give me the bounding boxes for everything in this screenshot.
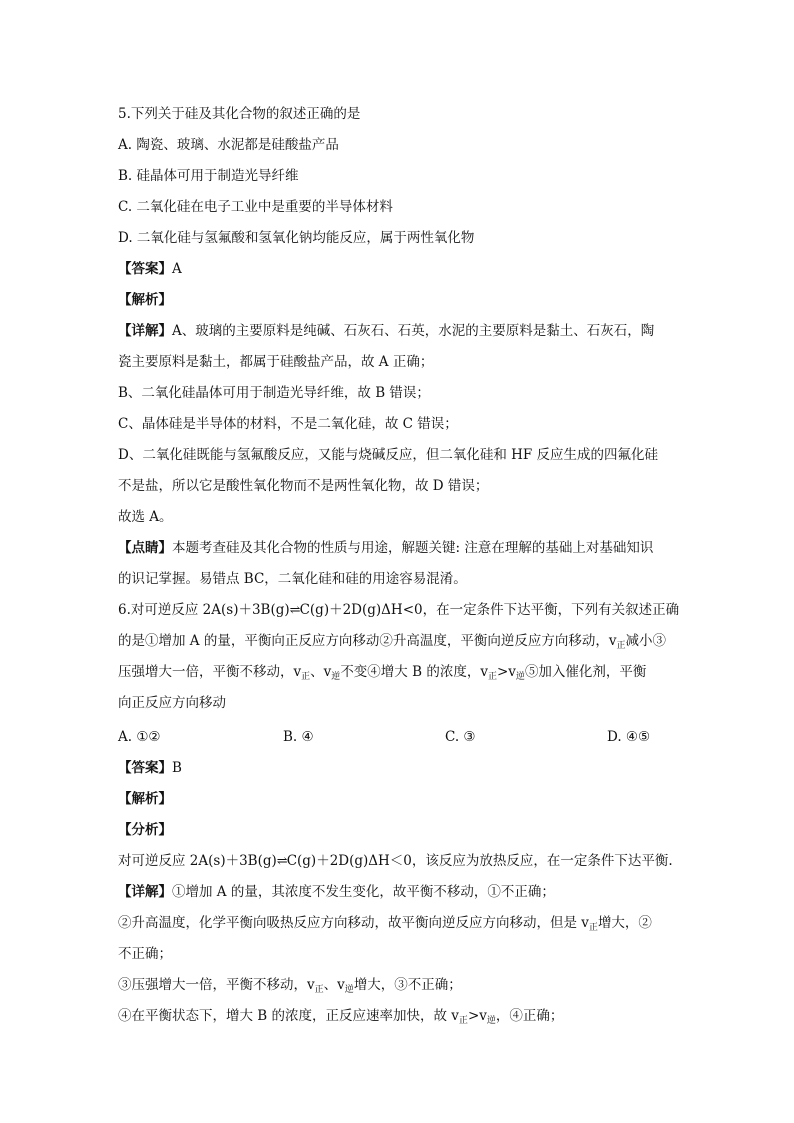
detail-tag: 【详解】 bbox=[118, 884, 172, 900]
stem-text: 不变④增大 B 的浓度，v bbox=[340, 664, 488, 680]
detail-text: >v bbox=[467, 1008, 487, 1024]
subscript-reverse: 逆 bbox=[344, 985, 354, 995]
answer-value: B bbox=[172, 760, 182, 776]
subscript-reverse: 逆 bbox=[331, 672, 341, 682]
answer-value: A bbox=[172, 261, 182, 277]
q6-detail-line bbox=[118, 914, 652, 934]
q5-detail-line: 不是盐，所以它是酸性氧化物而不是两性氧化物，故 D 错误； bbox=[118, 478, 489, 494]
stem-text: 的是①增加 A 的量，平衡向正反应方向移动②升高温度，平衡向逆反应方向移动，v bbox=[118, 633, 617, 649]
detail-text: A、玻璃的主要原料是纯碱、石灰石、石英，水泥的主要原料是黏土、石灰石，陶 bbox=[172, 323, 655, 339]
q5-detail-line: C、晶体硅是半导体的材料，不是二氧化硅，故 C 错误； bbox=[118, 416, 458, 432]
subscript-forward: 正 bbox=[588, 923, 598, 933]
q6-stem-line bbox=[118, 663, 646, 683]
subscript-forward: 正 bbox=[616, 641, 626, 651]
stem-text: 减小③ bbox=[625, 633, 666, 649]
fenxi-text: 对可逆反应 2A(s)＋3B(g) bbox=[118, 853, 277, 869]
q5-detail-line: B、二氧化硅晶体可用于制造光导纤维，故 B 错误； bbox=[118, 385, 430, 401]
q6-option-b: B. ④ bbox=[283, 729, 314, 745]
detail-text: 增大，③不正确； bbox=[353, 977, 462, 993]
q5-analysis-tag: 【解析】 bbox=[118, 292, 172, 308]
q6-answer bbox=[118, 759, 182, 777]
q5-stem: 5.下列关于硅及其化合物的叙述正确的是 bbox=[118, 106, 361, 122]
equilibrium-arrow-icon: ⇌ bbox=[289, 603, 300, 618]
subscript-forward: 正 bbox=[314, 985, 324, 995]
answer-tag: 【答案】 bbox=[118, 261, 172, 277]
q6-stem-line: 向正反应方向移动 bbox=[118, 695, 226, 711]
q5-option-b: B. 硅晶体可用于制造光导纤维 bbox=[118, 168, 299, 184]
q5-answer bbox=[118, 260, 182, 278]
q6-detail-line: 不正确； bbox=[118, 946, 172, 962]
detail-text: 增大，② bbox=[597, 915, 652, 931]
detail-tag: 【详解】 bbox=[118, 323, 172, 339]
comment-tag: 【点睛】 bbox=[118, 540, 172, 556]
subscript-forward: 正 bbox=[301, 672, 311, 682]
subscript-reverse: 逆 bbox=[486, 1016, 496, 1026]
answer-tag: 【答案】 bbox=[118, 760, 172, 776]
q6-option-a: A. ①② bbox=[118, 729, 161, 745]
q5-option-c: C. 二氧化硅在电子工业中是重要的半导体材料 bbox=[118, 199, 393, 215]
q6-stem-line bbox=[118, 632, 666, 652]
stem-text: 压强增大一倍，平衡不移动，v bbox=[118, 664, 302, 680]
q5-detail-line: 瓷主要原料是黏土，都属于硅酸盐产品，故 A 正确； bbox=[118, 354, 434, 370]
q6-analysis-tag: 【解析】 bbox=[118, 791, 172, 807]
q6-fenxi-line bbox=[118, 852, 673, 871]
detail-text: ，④正确； bbox=[495, 1008, 564, 1024]
q6-stem-line bbox=[118, 601, 679, 620]
stem-text: >v bbox=[496, 664, 516, 680]
q5-detail-line: 故选 A。 bbox=[118, 509, 173, 525]
comment-text: 本题考查硅及其化合物的性质与用途，解题关键: 注意在理解的基础上对基础知识 bbox=[172, 540, 654, 556]
detail-text: ②升高温度，化学平衡向吸热反应方向移动，故平衡向逆反应方向移动，但是 v bbox=[118, 915, 589, 931]
detail-text: 、v bbox=[323, 977, 345, 993]
detail-text: ④在平衡状态下，增大 B 的浓度，正反应速率加快，故 v bbox=[118, 1008, 459, 1024]
q5-detail-line: D、二氧化硅既能与氢氟酸反应，又能与烧碱反应，但二氧化硅和 HF 反应生成的四氟化硅 bbox=[118, 447, 659, 463]
q5-option-d: D. 二氧化硅与氢氟酸和氢氧化钠均能反应，属于两性氧化物 bbox=[118, 230, 475, 246]
q6-option-c: C. ③ bbox=[445, 729, 476, 745]
q6-detail-line bbox=[118, 1007, 563, 1027]
stem-text: 6.对可逆反应 2A(s)＋3B(g) bbox=[118, 602, 290, 618]
q6-detail-line bbox=[118, 976, 462, 996]
q6-option-d: D. ④⑤ bbox=[607, 729, 651, 745]
subscript-forward: 正 bbox=[458, 1016, 468, 1026]
stem-text: 、v bbox=[310, 664, 332, 680]
q6-fenxi-tag: 【分析】 bbox=[118, 822, 172, 838]
q5-comment bbox=[118, 539, 653, 557]
q6-detail-line bbox=[118, 883, 555, 901]
detail-text: ③压强增大一倍，平衡不移动，v bbox=[118, 977, 315, 993]
equilibrium-arrow-icon: ⇌ bbox=[276, 854, 287, 869]
subscript-forward: 正 bbox=[487, 672, 497, 682]
subscript-reverse: 逆 bbox=[515, 672, 525, 682]
q5-detail-line bbox=[118, 322, 654, 340]
detail-text: ①增加 A 的量，其浓度不发生变化，故平衡不移动，①不正确； bbox=[172, 884, 555, 900]
q5-option-a: A. 陶瓷、玻璃、水泥都是硅酸盐产品 bbox=[118, 137, 339, 153]
q5-comment-line: 的识记掌握。易错点 BC，二氧化硅和硅的用途容易混淆。 bbox=[118, 571, 467, 587]
stem-text: ⑤加入催化剂，平衡 bbox=[524, 664, 647, 680]
stem-text: C(g)＋2D(g)ΔH<0，在一定条件下达平衡，下列有关叙述正确 bbox=[299, 602, 680, 618]
fenxi-text: C(g)＋2D(g)ΔH＜0，该反应为放热反应，在一定条件下达平衡. bbox=[286, 853, 673, 869]
